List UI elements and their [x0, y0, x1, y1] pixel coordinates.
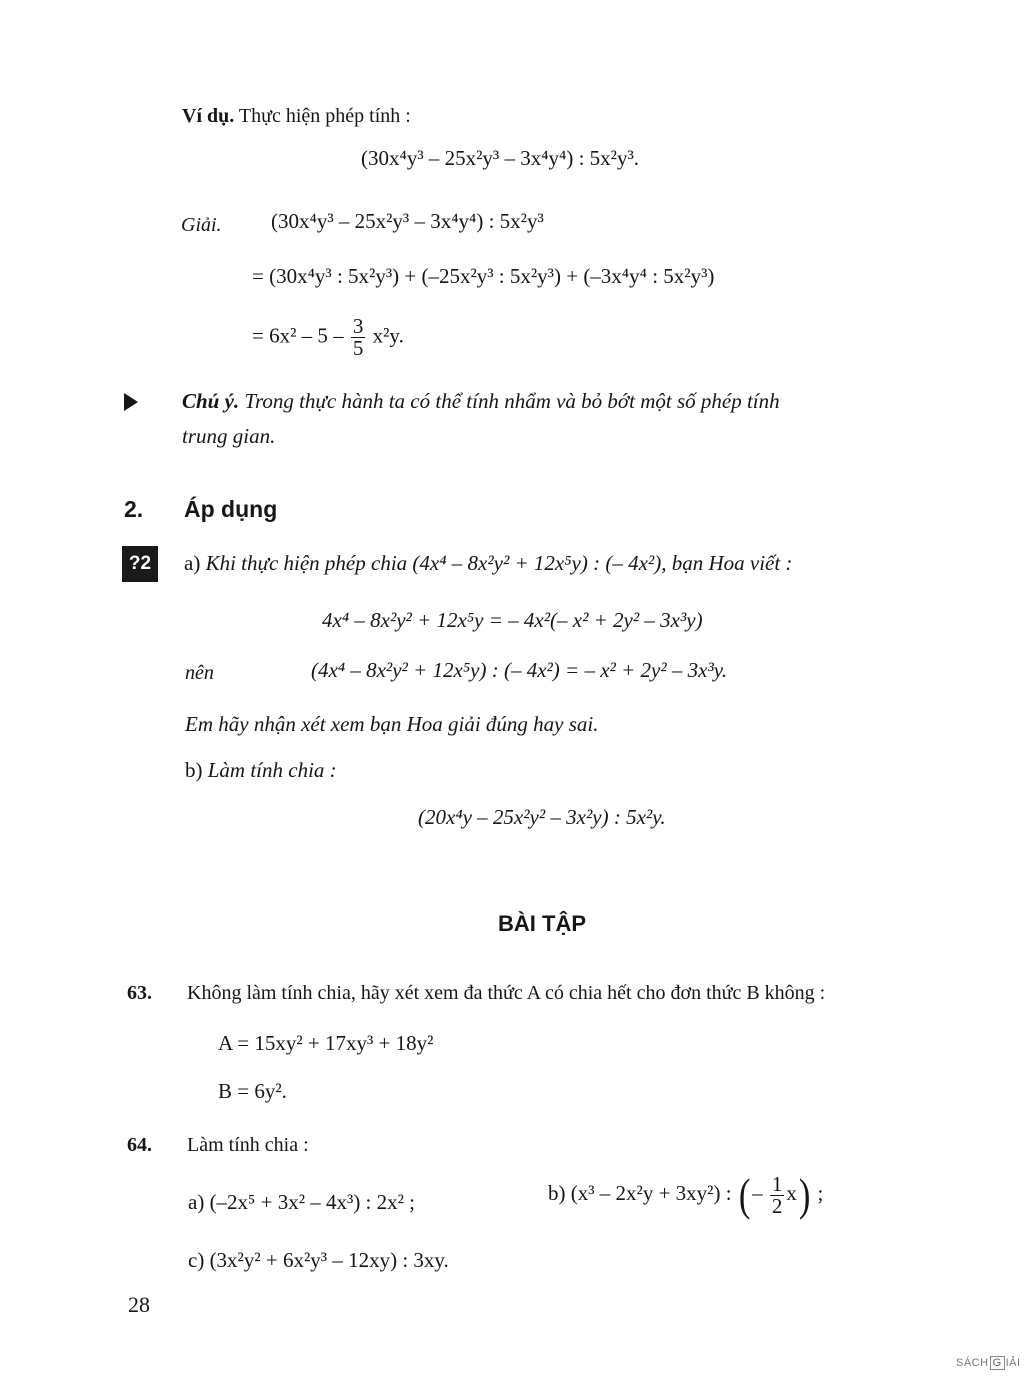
q2-part-a [184, 553, 792, 574]
logo-mid: G [990, 1356, 1005, 1370]
example-intro-text: Thực hiện phép tính : [238, 105, 411, 127]
exercise-64-b-x: x [786, 1180, 797, 1205]
exercise-64-b-minus: – [752, 1180, 763, 1205]
q2-nen-label: nên [185, 662, 214, 684]
q2-ask: Em hãy nhận xét xem bạn Hoa giải đúng hay sai. [185, 712, 599, 736]
exercise-64-a: a) (–2x⁵ + 3x² – 4x³) : 2x² ; [188, 1190, 416, 1214]
solution-label: Giải. [181, 214, 222, 236]
q2-a-text: Khi thực hiện phép chia (4x⁴ – 8x²y² + 12x⁵y) : (– 4x²), bạn Hoa viết : [205, 551, 793, 575]
exercise-63-number: 63. [127, 982, 152, 1004]
exercise-64-b-numerator: 1 [771, 1171, 783, 1196]
q2-equation-1: 4x⁴ – 8x²y² + 12x⁵y = – 4x²(– x² + 2y² – 3x³y) [322, 608, 703, 632]
solution-line-3-pre: = 6x² – 5 – [252, 323, 344, 348]
page-number: 28 [128, 1292, 150, 1317]
exercise-64-number: 64. [127, 1134, 152, 1156]
solution-line-1: (30x⁴y³ – 25x²y³ – 3x⁴y⁴) : 5x²y³ [271, 209, 544, 233]
question-badge: ?2 [122, 546, 158, 582]
q2-part-b [185, 760, 337, 781]
publisher-logo [956, 1356, 1021, 1370]
note-label: Chú ý. [182, 389, 240, 413]
section-number: 2. [124, 496, 144, 522]
note-arrow-icon [124, 393, 138, 411]
note-line-1 [182, 391, 780, 412]
logo-left: SÁCH [956, 1357, 989, 1369]
note-line-2: trung gian. [182, 424, 276, 448]
solution-line-3 [252, 316, 404, 359]
right-paren: ) [798, 1169, 811, 1220]
example-label: Ví dụ. [182, 105, 235, 127]
q2-b-label: b) [185, 758, 203, 782]
solution-line-3-post: x²y. [372, 323, 404, 348]
exercise-64-b-post: ; [817, 1180, 824, 1205]
exercise-63-a: A = 15xy² + 17xy³ + 18y² [218, 1031, 434, 1055]
q2-a-label: a) [184, 551, 201, 575]
exercise-64-b-pre: b) (x³ – 2x²y + 3xy²) : [548, 1180, 732, 1205]
exercise-64-c: c) (3x²y² + 6x²y³ – 12xy) : 3xy. [188, 1248, 449, 1272]
exercise-64-b-fraction [770, 1171, 785, 1218]
exercise-63-b: B = 6y². [218, 1079, 287, 1103]
left-paren: ( [738, 1169, 751, 1220]
q2-equation-2: (4x⁴ – 8x²y² + 12x⁵y) : (– 4x²) = – x² + 2y² – 3x³y. [311, 658, 728, 682]
solution-fraction [351, 316, 366, 359]
exercise-63-text: Không làm tính chia, hãy xét xem đa thức A có chia hết cho đơn thức B không : [187, 982, 826, 1004]
example-intro [182, 106, 411, 126]
logo-right: IẢI [1005, 1357, 1021, 1369]
q2-b-text: Làm tính chia : [207, 758, 337, 782]
solution-fraction-denominator: 5 [352, 336, 364, 360]
q2-equation-3: (20x⁴y – 25x²y² – 3x²y) : 5x²y. [418, 805, 666, 829]
exercise-64-b-denominator: 2 [771, 1193, 783, 1218]
note-text-1: Trong thực hành ta có thể tính nhẩm và bỏ bớt một số phép tính [244, 389, 780, 413]
example-problem: (30x⁴y³ – 25x²y³ – 3x⁴y⁴) : 5x²y³. [361, 146, 640, 170]
exercise-64-text: Làm tính chia : [187, 1134, 309, 1156]
exercises-heading: BÀI TẬP [498, 911, 586, 936]
exercise-64-b [548, 1169, 824, 1220]
section-title: Áp dụng [184, 496, 278, 522]
solution-line-2: = (30x⁴y³ : 5x²y³) + (–25x²y³ : 5x²y³) + (–3x⁴y⁴ : 5x²y³) [252, 264, 715, 288]
solution-fraction-numerator: 3 [352, 314, 364, 338]
